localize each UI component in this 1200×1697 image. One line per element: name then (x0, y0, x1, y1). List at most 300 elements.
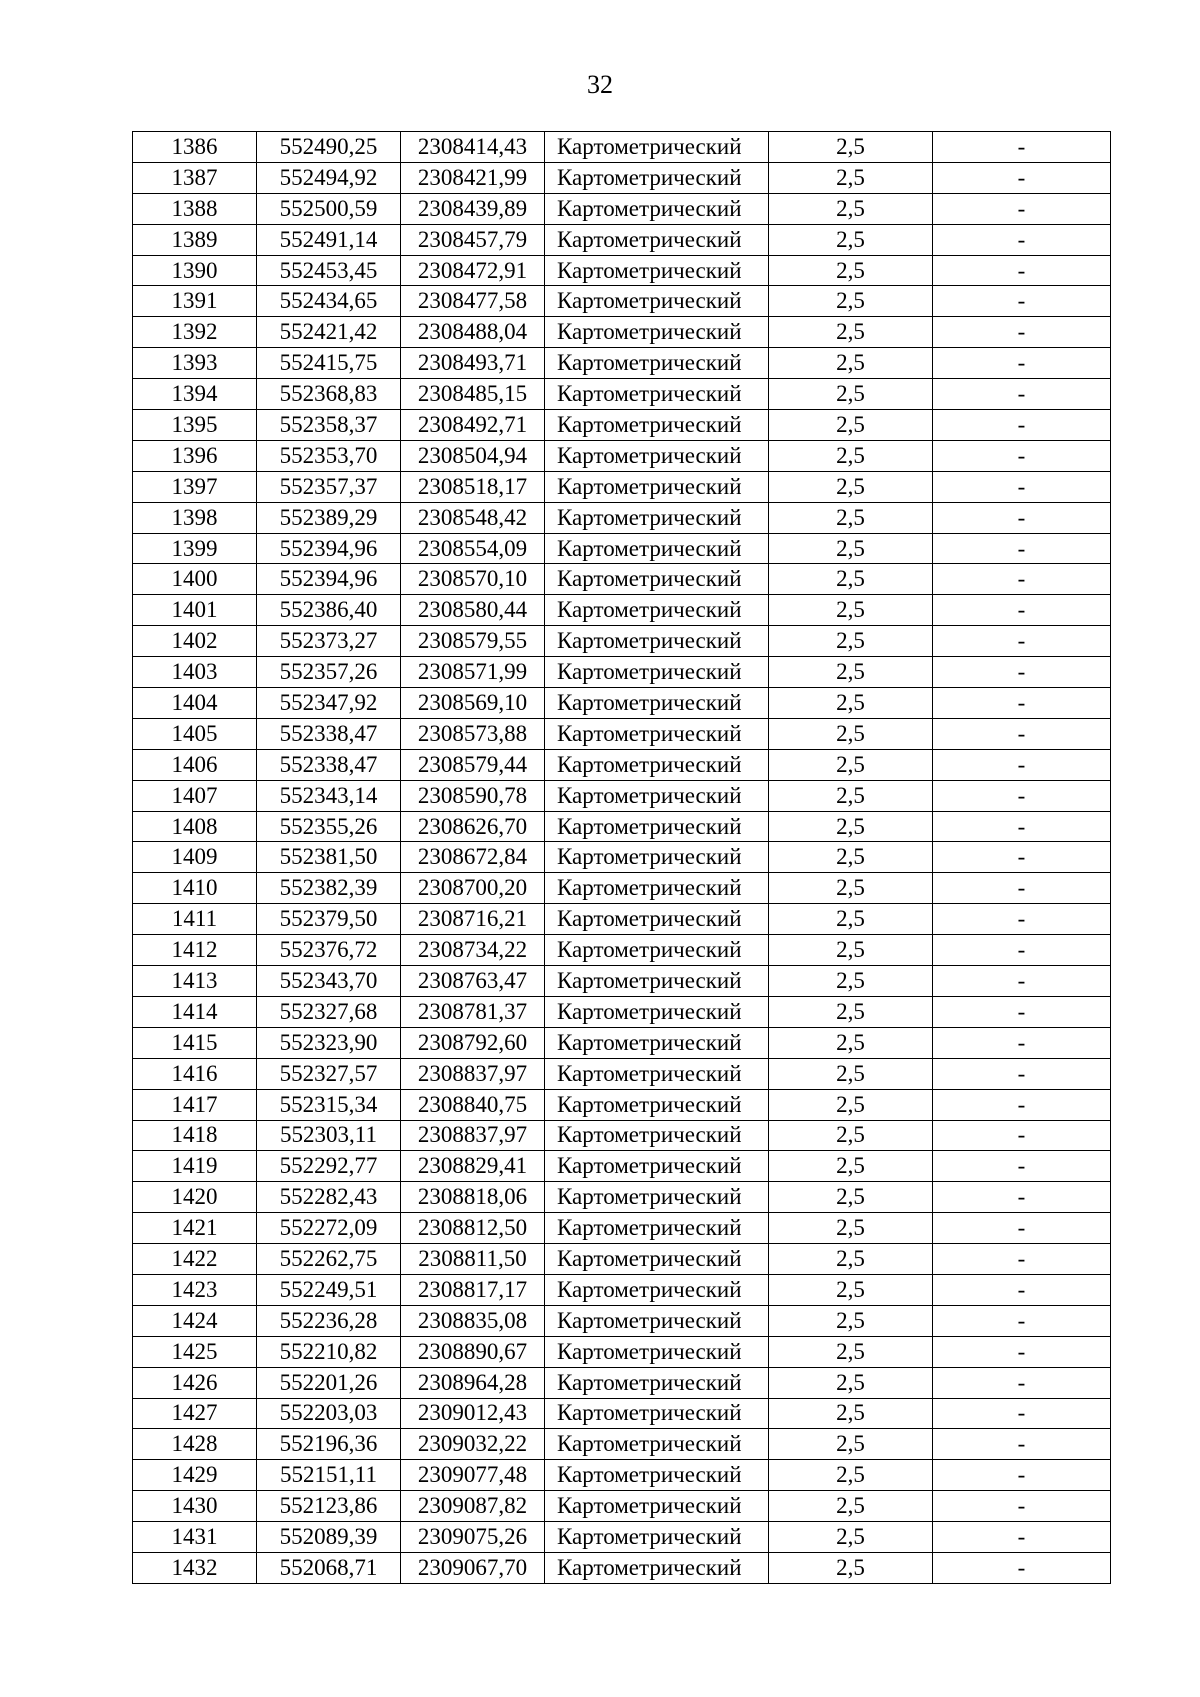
y-coordinate-cell: 2308812,50 (401, 1213, 545, 1244)
description-cell: - (933, 502, 1111, 533)
y-coordinate-cell: 2308439,89 (401, 193, 545, 224)
description-cell: - (933, 255, 1111, 286)
y-coordinate-cell: 2308964,28 (401, 1367, 545, 1398)
accuracy-cell: 2,5 (769, 440, 933, 471)
description-cell: - (933, 1305, 1111, 1336)
point-number-cell: 1424 (133, 1305, 257, 1336)
x-coordinate-cell: 552382,39 (257, 873, 401, 904)
method-cell: Картометрический (545, 935, 769, 966)
x-coordinate-cell: 552201,26 (257, 1367, 401, 1398)
method-cell: Картометрический (545, 1398, 769, 1429)
method-cell: Картометрический (545, 1120, 769, 1151)
point-number-cell: 1407 (133, 780, 257, 811)
x-coordinate-cell: 552089,39 (257, 1522, 401, 1553)
point-number-cell: 1406 (133, 749, 257, 780)
method-cell: Картометрический (545, 1552, 769, 1583)
accuracy-cell: 2,5 (769, 1027, 933, 1058)
accuracy-cell: 2,5 (769, 626, 933, 657)
table-row (133, 1274, 1111, 1305)
point-number-cell: 1416 (133, 1058, 257, 1089)
method-cell: Картометрический (545, 286, 769, 317)
accuracy-cell: 2,5 (769, 564, 933, 595)
table-row (133, 657, 1111, 688)
description-cell: - (933, 224, 1111, 255)
accuracy-cell: 2,5 (769, 1305, 933, 1336)
point-number-cell: 1422 (133, 1244, 257, 1275)
point-number-cell: 1421 (133, 1213, 257, 1244)
accuracy-cell: 2,5 (769, 904, 933, 935)
y-coordinate-cell: 2308569,10 (401, 688, 545, 719)
method-cell: Картометрический (545, 904, 769, 935)
table-row (133, 1336, 1111, 1367)
description-cell: - (933, 1491, 1111, 1522)
description-cell: - (933, 1151, 1111, 1182)
accuracy-cell: 2,5 (769, 471, 933, 502)
description-cell: - (933, 811, 1111, 842)
accuracy-cell: 2,5 (769, 935, 933, 966)
x-coordinate-cell: 552327,57 (257, 1058, 401, 1089)
x-coordinate-cell: 552123,86 (257, 1491, 401, 1522)
method-cell: Картометрический (545, 255, 769, 286)
description-cell: - (933, 1367, 1111, 1398)
table-row (133, 1522, 1111, 1553)
description-cell: - (933, 718, 1111, 749)
table-row (133, 966, 1111, 997)
method-cell: Картометрический (545, 657, 769, 688)
y-coordinate-cell: 2308554,09 (401, 533, 545, 564)
point-number-cell: 1392 (133, 317, 257, 348)
accuracy-cell: 2,5 (769, 255, 933, 286)
x-coordinate-cell: 552272,09 (257, 1213, 401, 1244)
point-number-cell: 1417 (133, 1089, 257, 1120)
method-cell: Картометрический (545, 379, 769, 410)
table-row (133, 132, 1111, 163)
x-coordinate-cell: 552491,14 (257, 224, 401, 255)
description-cell: - (933, 317, 1111, 348)
method-cell: Картометрический (545, 348, 769, 379)
table-row (133, 904, 1111, 935)
table-row (133, 1305, 1111, 1336)
point-number-cell: 1419 (133, 1151, 257, 1182)
table-row (133, 162, 1111, 193)
table-row (133, 502, 1111, 533)
table-row (133, 471, 1111, 502)
y-coordinate-cell: 2309075,26 (401, 1522, 545, 1553)
method-cell: Картометрический (545, 1027, 769, 1058)
table-row (133, 688, 1111, 719)
method-cell: Картометрический (545, 1305, 769, 1336)
description-cell: - (933, 749, 1111, 780)
point-number-cell: 1414 (133, 996, 257, 1027)
description-cell: - (933, 162, 1111, 193)
y-coordinate-cell: 2308817,17 (401, 1274, 545, 1305)
accuracy-cell: 2,5 (769, 688, 933, 719)
x-coordinate-cell: 552236,28 (257, 1305, 401, 1336)
point-number-cell: 1401 (133, 595, 257, 626)
x-coordinate-cell: 552347,92 (257, 688, 401, 719)
y-coordinate-cell: 2309032,22 (401, 1429, 545, 1460)
table-row (133, 564, 1111, 595)
description-cell: - (933, 1460, 1111, 1491)
point-number-cell: 1390 (133, 255, 257, 286)
point-number-cell: 1432 (133, 1552, 257, 1583)
method-cell: Картометрический (545, 1213, 769, 1244)
x-coordinate-cell: 552338,47 (257, 718, 401, 749)
y-coordinate-cell: 2308573,88 (401, 718, 545, 749)
accuracy-cell: 2,5 (769, 317, 933, 348)
description-cell: - (933, 1522, 1111, 1553)
description-cell: - (933, 966, 1111, 997)
accuracy-cell: 2,5 (769, 132, 933, 163)
coordinates-table-body (133, 132, 1111, 1584)
y-coordinate-cell: 2308492,71 (401, 410, 545, 441)
table-row (133, 224, 1111, 255)
description-cell: - (933, 348, 1111, 379)
y-coordinate-cell: 2308421,99 (401, 162, 545, 193)
point-number-cell: 1420 (133, 1182, 257, 1213)
table-row (133, 1552, 1111, 1583)
method-cell: Картометрический (545, 1429, 769, 1460)
accuracy-cell: 2,5 (769, 1552, 933, 1583)
y-coordinate-cell: 2308716,21 (401, 904, 545, 935)
x-coordinate-cell: 552368,83 (257, 379, 401, 410)
x-coordinate-cell: 552381,50 (257, 842, 401, 873)
accuracy-cell: 2,5 (769, 966, 933, 997)
method-cell: Картометрический (545, 1274, 769, 1305)
accuracy-cell: 2,5 (769, 1089, 933, 1120)
description-cell: - (933, 1182, 1111, 1213)
accuracy-cell: 2,5 (769, 1151, 933, 1182)
point-number-cell: 1402 (133, 626, 257, 657)
description-cell: - (933, 471, 1111, 502)
table-row (133, 1367, 1111, 1398)
method-cell: Картометрический (545, 842, 769, 873)
point-number-cell: 1425 (133, 1336, 257, 1367)
method-cell: Картометрический (545, 996, 769, 1027)
table-row (133, 1398, 1111, 1429)
point-number-cell: 1431 (133, 1522, 257, 1553)
y-coordinate-cell: 2308700,20 (401, 873, 545, 904)
x-coordinate-cell: 552389,29 (257, 502, 401, 533)
description-cell: - (933, 780, 1111, 811)
x-coordinate-cell: 552494,92 (257, 162, 401, 193)
description-cell: - (933, 873, 1111, 904)
x-coordinate-cell: 552358,37 (257, 410, 401, 441)
accuracy-cell: 2,5 (769, 1429, 933, 1460)
description-cell: - (933, 1274, 1111, 1305)
method-cell: Картометрический (545, 162, 769, 193)
point-number-cell: 1396 (133, 440, 257, 471)
y-coordinate-cell: 2308580,44 (401, 595, 545, 626)
y-coordinate-cell: 2308781,37 (401, 996, 545, 1027)
description-cell: - (933, 996, 1111, 1027)
description-cell: - (933, 1027, 1111, 1058)
method-cell: Картометрический (545, 193, 769, 224)
point-number-cell: 1411 (133, 904, 257, 935)
description-cell: - (933, 935, 1111, 966)
table-row (133, 1027, 1111, 1058)
x-coordinate-cell: 552415,75 (257, 348, 401, 379)
page-number: 32 (587, 70, 613, 99)
description-cell: - (933, 1398, 1111, 1429)
accuracy-cell: 2,5 (769, 811, 933, 842)
accuracy-cell: 2,5 (769, 224, 933, 255)
accuracy-cell: 2,5 (769, 749, 933, 780)
accuracy-cell: 2,5 (769, 657, 933, 688)
x-coordinate-cell: 552210,82 (257, 1336, 401, 1367)
y-coordinate-cell: 2308571,99 (401, 657, 545, 688)
table-row (133, 749, 1111, 780)
x-coordinate-cell: 552357,26 (257, 657, 401, 688)
y-coordinate-cell: 2308626,70 (401, 811, 545, 842)
method-cell: Картометрический (545, 811, 769, 842)
accuracy-cell: 2,5 (769, 286, 933, 317)
method-cell: Картометрический (545, 780, 769, 811)
point-number-cell: 1389 (133, 224, 257, 255)
y-coordinate-cell: 2308485,15 (401, 379, 545, 410)
description-cell: - (933, 1552, 1111, 1583)
y-coordinate-cell: 2308504,94 (401, 440, 545, 471)
accuracy-cell: 2,5 (769, 1367, 933, 1398)
description-cell: - (933, 533, 1111, 564)
description-cell: - (933, 286, 1111, 317)
accuracy-cell: 2,5 (769, 1120, 933, 1151)
point-number-cell: 1429 (133, 1460, 257, 1491)
accuracy-cell: 2,5 (769, 193, 933, 224)
table-row (133, 1491, 1111, 1522)
description-cell: - (933, 132, 1111, 163)
table-row (133, 1120, 1111, 1151)
method-cell: Картометрический (545, 533, 769, 564)
table-row (133, 1429, 1111, 1460)
description-cell: - (933, 193, 1111, 224)
method-cell: Картометрический (545, 1244, 769, 1275)
description-cell: - (933, 688, 1111, 719)
description-cell: - (933, 1336, 1111, 1367)
method-cell: Картометрический (545, 595, 769, 626)
description-cell: - (933, 410, 1111, 441)
method-cell: Картометрический (545, 626, 769, 657)
x-coordinate-cell: 552327,68 (257, 996, 401, 1027)
accuracy-cell: 2,5 (769, 1491, 933, 1522)
y-coordinate-cell: 2308414,43 (401, 132, 545, 163)
method-cell: Картометрический (545, 1182, 769, 1213)
table-row (133, 595, 1111, 626)
method-cell: Картометрический (545, 873, 769, 904)
point-number-cell: 1395 (133, 410, 257, 441)
method-cell: Картометрический (545, 317, 769, 348)
table-row (133, 1460, 1111, 1491)
accuracy-cell: 2,5 (769, 348, 933, 379)
table-row (133, 255, 1111, 286)
method-cell: Картометрический (545, 966, 769, 997)
method-cell: Картометрический (545, 1089, 769, 1120)
y-coordinate-cell: 2308579,55 (401, 626, 545, 657)
description-cell: - (933, 564, 1111, 595)
table-row (133, 348, 1111, 379)
accuracy-cell: 2,5 (769, 842, 933, 873)
description-cell: - (933, 595, 1111, 626)
point-number-cell: 1428 (133, 1429, 257, 1460)
y-coordinate-cell: 2308472,91 (401, 255, 545, 286)
table-row (133, 1182, 1111, 1213)
method-cell: Картометрический (545, 718, 769, 749)
point-number-cell: 1394 (133, 379, 257, 410)
x-coordinate-cell: 552376,72 (257, 935, 401, 966)
table-row (133, 193, 1111, 224)
accuracy-cell: 2,5 (769, 379, 933, 410)
y-coordinate-cell: 2308457,79 (401, 224, 545, 255)
point-number-cell: 1423 (133, 1274, 257, 1305)
x-coordinate-cell: 552394,96 (257, 533, 401, 564)
description-cell: - (933, 1089, 1111, 1120)
x-coordinate-cell: 552379,50 (257, 904, 401, 935)
description-cell: - (933, 1058, 1111, 1089)
table-row (133, 286, 1111, 317)
point-number-cell: 1415 (133, 1027, 257, 1058)
accuracy-cell: 2,5 (769, 1460, 933, 1491)
method-cell: Картометрический (545, 1336, 769, 1367)
point-number-cell: 1412 (133, 935, 257, 966)
point-number-cell: 1405 (133, 718, 257, 749)
description-cell: - (933, 1244, 1111, 1275)
y-coordinate-cell: 2308672,84 (401, 842, 545, 873)
accuracy-cell: 2,5 (769, 1522, 933, 1553)
x-coordinate-cell: 552338,47 (257, 749, 401, 780)
x-coordinate-cell: 552343,70 (257, 966, 401, 997)
x-coordinate-cell: 552490,25 (257, 132, 401, 163)
method-cell: Картометрический (545, 502, 769, 533)
point-number-cell: 1398 (133, 502, 257, 533)
table-row (133, 1089, 1111, 1120)
point-number-cell: 1393 (133, 348, 257, 379)
table-row (133, 440, 1111, 471)
point-number-cell: 1391 (133, 286, 257, 317)
table-row (133, 626, 1111, 657)
method-cell: Картометрический (545, 132, 769, 163)
description-cell: - (933, 440, 1111, 471)
y-coordinate-cell: 2308493,71 (401, 348, 545, 379)
y-coordinate-cell: 2308763,47 (401, 966, 545, 997)
method-cell: Картометрический (545, 1522, 769, 1553)
x-coordinate-cell: 552343,14 (257, 780, 401, 811)
point-number-cell: 1404 (133, 688, 257, 719)
y-coordinate-cell: 2308570,10 (401, 564, 545, 595)
x-coordinate-cell: 552303,11 (257, 1120, 401, 1151)
point-number-cell: 1413 (133, 966, 257, 997)
y-coordinate-cell: 2308890,67 (401, 1336, 545, 1367)
table-row (133, 1151, 1111, 1182)
table-row (133, 317, 1111, 348)
y-coordinate-cell: 2308579,44 (401, 749, 545, 780)
y-coordinate-cell: 2308792,60 (401, 1027, 545, 1058)
x-coordinate-cell: 552373,27 (257, 626, 401, 657)
table-row (133, 533, 1111, 564)
accuracy-cell: 2,5 (769, 1274, 933, 1305)
x-coordinate-cell: 552394,96 (257, 564, 401, 595)
table-row (133, 811, 1111, 842)
table-row (133, 1058, 1111, 1089)
table-row (133, 842, 1111, 873)
method-cell: Картометрический (545, 688, 769, 719)
y-coordinate-cell: 2308818,06 (401, 1182, 545, 1213)
x-coordinate-cell: 552068,71 (257, 1552, 401, 1583)
point-number-cell: 1409 (133, 842, 257, 873)
x-coordinate-cell: 552196,36 (257, 1429, 401, 1460)
y-coordinate-cell: 2309077,48 (401, 1460, 545, 1491)
accuracy-cell: 2,5 (769, 1182, 933, 1213)
description-cell: - (933, 1120, 1111, 1151)
x-coordinate-cell: 552282,43 (257, 1182, 401, 1213)
description-cell: - (933, 842, 1111, 873)
description-cell: - (933, 626, 1111, 657)
point-number-cell: 1399 (133, 533, 257, 564)
y-coordinate-cell: 2308590,78 (401, 780, 545, 811)
table-row (133, 996, 1111, 1027)
accuracy-cell: 2,5 (769, 873, 933, 904)
point-number-cell: 1408 (133, 811, 257, 842)
x-coordinate-cell: 552500,59 (257, 193, 401, 224)
point-number-cell: 1397 (133, 471, 257, 502)
x-coordinate-cell: 552262,75 (257, 1244, 401, 1275)
method-cell: Картометрический (545, 1058, 769, 1089)
x-coordinate-cell: 552355,26 (257, 811, 401, 842)
point-number-cell: 1400 (133, 564, 257, 595)
point-number-cell: 1427 (133, 1398, 257, 1429)
accuracy-cell: 2,5 (769, 595, 933, 626)
description-cell: - (933, 1213, 1111, 1244)
y-coordinate-cell: 2308837,97 (401, 1058, 545, 1089)
description-cell: - (933, 1429, 1111, 1460)
method-cell: Картометрический (545, 1491, 769, 1522)
table-row (133, 1244, 1111, 1275)
table-row (133, 718, 1111, 749)
point-number-cell: 1418 (133, 1120, 257, 1151)
accuracy-cell: 2,5 (769, 502, 933, 533)
y-coordinate-cell: 2309067,70 (401, 1552, 545, 1583)
x-coordinate-cell: 552315,34 (257, 1089, 401, 1120)
accuracy-cell: 2,5 (769, 162, 933, 193)
point-number-cell: 1386 (133, 132, 257, 163)
method-cell: Картометрический (545, 440, 769, 471)
method-cell: Картометрический (545, 410, 769, 441)
y-coordinate-cell: 2308548,42 (401, 502, 545, 533)
x-coordinate-cell: 552203,03 (257, 1398, 401, 1429)
accuracy-cell: 2,5 (769, 1398, 933, 1429)
accuracy-cell: 2,5 (769, 718, 933, 749)
x-coordinate-cell: 552323,90 (257, 1027, 401, 1058)
x-coordinate-cell: 552357,37 (257, 471, 401, 502)
coordinates-table (132, 131, 1111, 1584)
accuracy-cell: 2,5 (769, 1213, 933, 1244)
y-coordinate-cell: 2308837,97 (401, 1120, 545, 1151)
accuracy-cell: 2,5 (769, 410, 933, 441)
method-cell: Картометрический (545, 224, 769, 255)
method-cell: Картометрический (545, 1151, 769, 1182)
point-number-cell: 1430 (133, 1491, 257, 1522)
x-coordinate-cell: 552353,70 (257, 440, 401, 471)
table-row (133, 379, 1111, 410)
y-coordinate-cell: 2309012,43 (401, 1398, 545, 1429)
method-cell: Картометрический (545, 749, 769, 780)
x-coordinate-cell: 552386,40 (257, 595, 401, 626)
accuracy-cell: 2,5 (769, 533, 933, 564)
table-row (133, 1213, 1111, 1244)
method-cell: Картометрический (545, 1460, 769, 1491)
description-cell: - (933, 379, 1111, 410)
x-coordinate-cell: 552453,45 (257, 255, 401, 286)
table-row (133, 935, 1111, 966)
